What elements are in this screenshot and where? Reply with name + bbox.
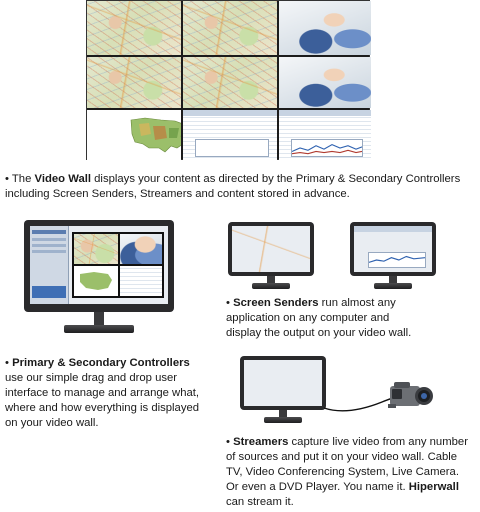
sender-map-screen xyxy=(232,226,310,272)
sender-spreadsheet-screen xyxy=(354,226,432,272)
us-map-icon xyxy=(127,114,181,156)
wall-tile-spreadsheet xyxy=(183,110,277,161)
screen-sender-monitor xyxy=(228,222,314,292)
streamer-monitor xyxy=(240,356,326,428)
controller-monitor xyxy=(24,220,174,338)
controllers-description: • Primary & Secondary Controllers use our simple drag and drop user interface to manage and arrange what, where and how everything is displayed on your video wall. xyxy=(5,357,200,429)
wall-tile-map xyxy=(183,57,277,108)
wall-tile-map xyxy=(87,1,181,55)
wall-tile-us-map xyxy=(87,110,181,161)
video-wall-image xyxy=(86,0,370,160)
screen-senders-description: • Screen Senders run almost any application on any computer and display the output on your video wall. xyxy=(226,297,412,339)
wall-tile-map xyxy=(87,57,181,108)
controller-ui-screen xyxy=(30,226,168,304)
video-wall-description: • The Video Wall displays your content as directed by the Primary & Secondary Controllers including Screen Senders, Streamers and content stored in advance. xyxy=(5,173,461,200)
wall-tile-photo xyxy=(279,1,371,55)
streamer-video-screen xyxy=(244,360,322,406)
wall-tile-photo xyxy=(279,57,371,108)
wall-tile-map xyxy=(183,1,277,55)
streamers-description: • Streamers capture live video from any number of sources and put it on your video wall. Cable TV, Video Conferencing System, Live Camera. Or even a DVD Player. You name it. Hiperwall can stream it. xyxy=(226,436,468,508)
camcorder-icon xyxy=(384,376,434,414)
screen-sender-monitor xyxy=(350,222,436,292)
hiperwall-brand: Hiperwall xyxy=(408,481,459,493)
wall-tile-spreadsheet xyxy=(279,110,371,161)
